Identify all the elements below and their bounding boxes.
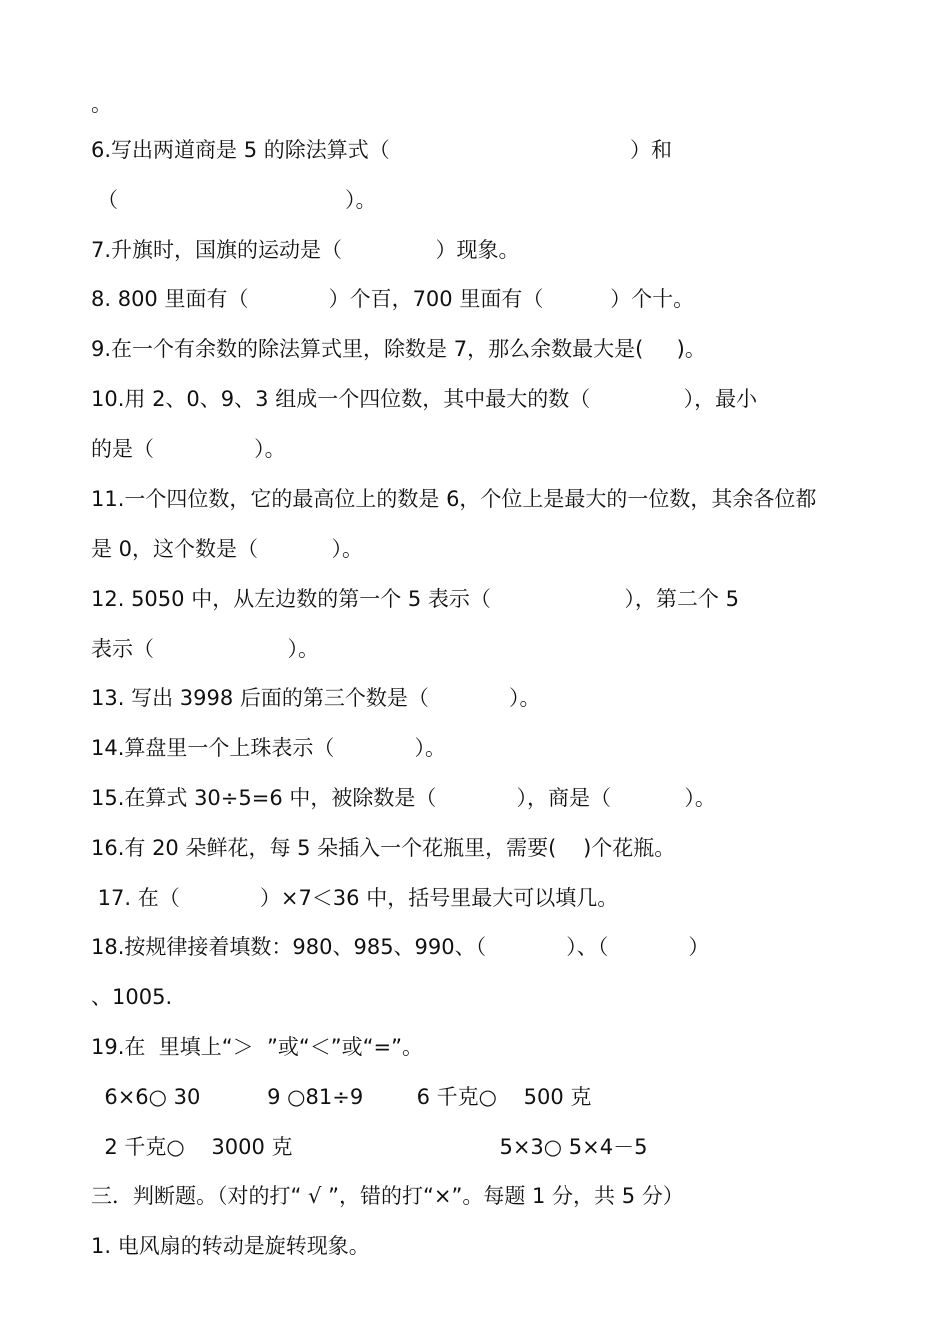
question-15: 15.在算式 30÷5=6 中，被除数是（ ），商是（ ）。 — [91, 786, 716, 810]
question-12-line-2: 表示（ ）。 — [91, 637, 320, 661]
judgement-question-1: 1. 电风扇的转动是旋转现象。 — [91, 1234, 370, 1258]
question-6-line-2: （ ）。 — [97, 188, 377, 212]
question-10-line-2: 的是（ ）。 — [91, 437, 286, 461]
question-7: 7.升旗时，国旗的运动是（ ）现象。 — [91, 238, 520, 262]
question-16: 16.有 20 朵鲜花，每 5 朵插入一个花瓶里，需要( )个花瓶。 — [91, 836, 676, 860]
question-11-line-2: 是 0，这个数是（ ）。 — [91, 537, 363, 561]
question-18-line-2: 、1005. — [91, 985, 173, 1009]
question-10-line-1: 10.用 2、0、9、3 组成一个四位数，其中最大的数（ ），最小 — [91, 387, 758, 411]
question-14: 14.算盘里一个上珠表示（ ）。 — [91, 736, 446, 760]
question-9: 9.在一个有余数的除法算式里，除数是 7，那么余数最大是( )。 — [91, 337, 706, 361]
text-line-period: 。 — [91, 92, 112, 116]
question-19: 19.在 里填上“＞ ”或“＜”或“=”。 — [91, 1035, 423, 1059]
question-13: 13. 写出 3998 后面的第三个数是（ ）。 — [91, 686, 541, 710]
question-18-line-1: 18.按规律接着填数：980、985、990、（ ）、（ ） — [91, 935, 710, 959]
question-6-line-1: 6.写出两道商是 5 的除法算式（ ）和 — [91, 138, 673, 162]
question-19-row-1: 6×6○ 30 9 ○81÷9 6 千克○ 500 克 — [91, 1085, 592, 1109]
question-17: 17. 在（ ）×7＜36 中，括号里最大可以填几。 — [91, 886, 619, 910]
question-12-line-1: 12. 5050 中，从左边数的第一个 5 表示（ ），第二个 5 — [91, 587, 739, 611]
question-19-row-2: 2 千克○ 3000 克 5×3○ 5×4－5 — [91, 1135, 648, 1159]
question-8: 8. 800 里面有（ ）个百，700 里面有（ ）个十。 — [91, 287, 695, 311]
section-3-heading: 三．判断题。（对的打“ √ ”，错的打“×”。每题 1 分，共 5 分） — [91, 1184, 684, 1208]
question-11-line-1: 11.一个四位数，它的最高位上的数是 6，个位上是最大的一位数，其余各位都 — [91, 487, 817, 511]
